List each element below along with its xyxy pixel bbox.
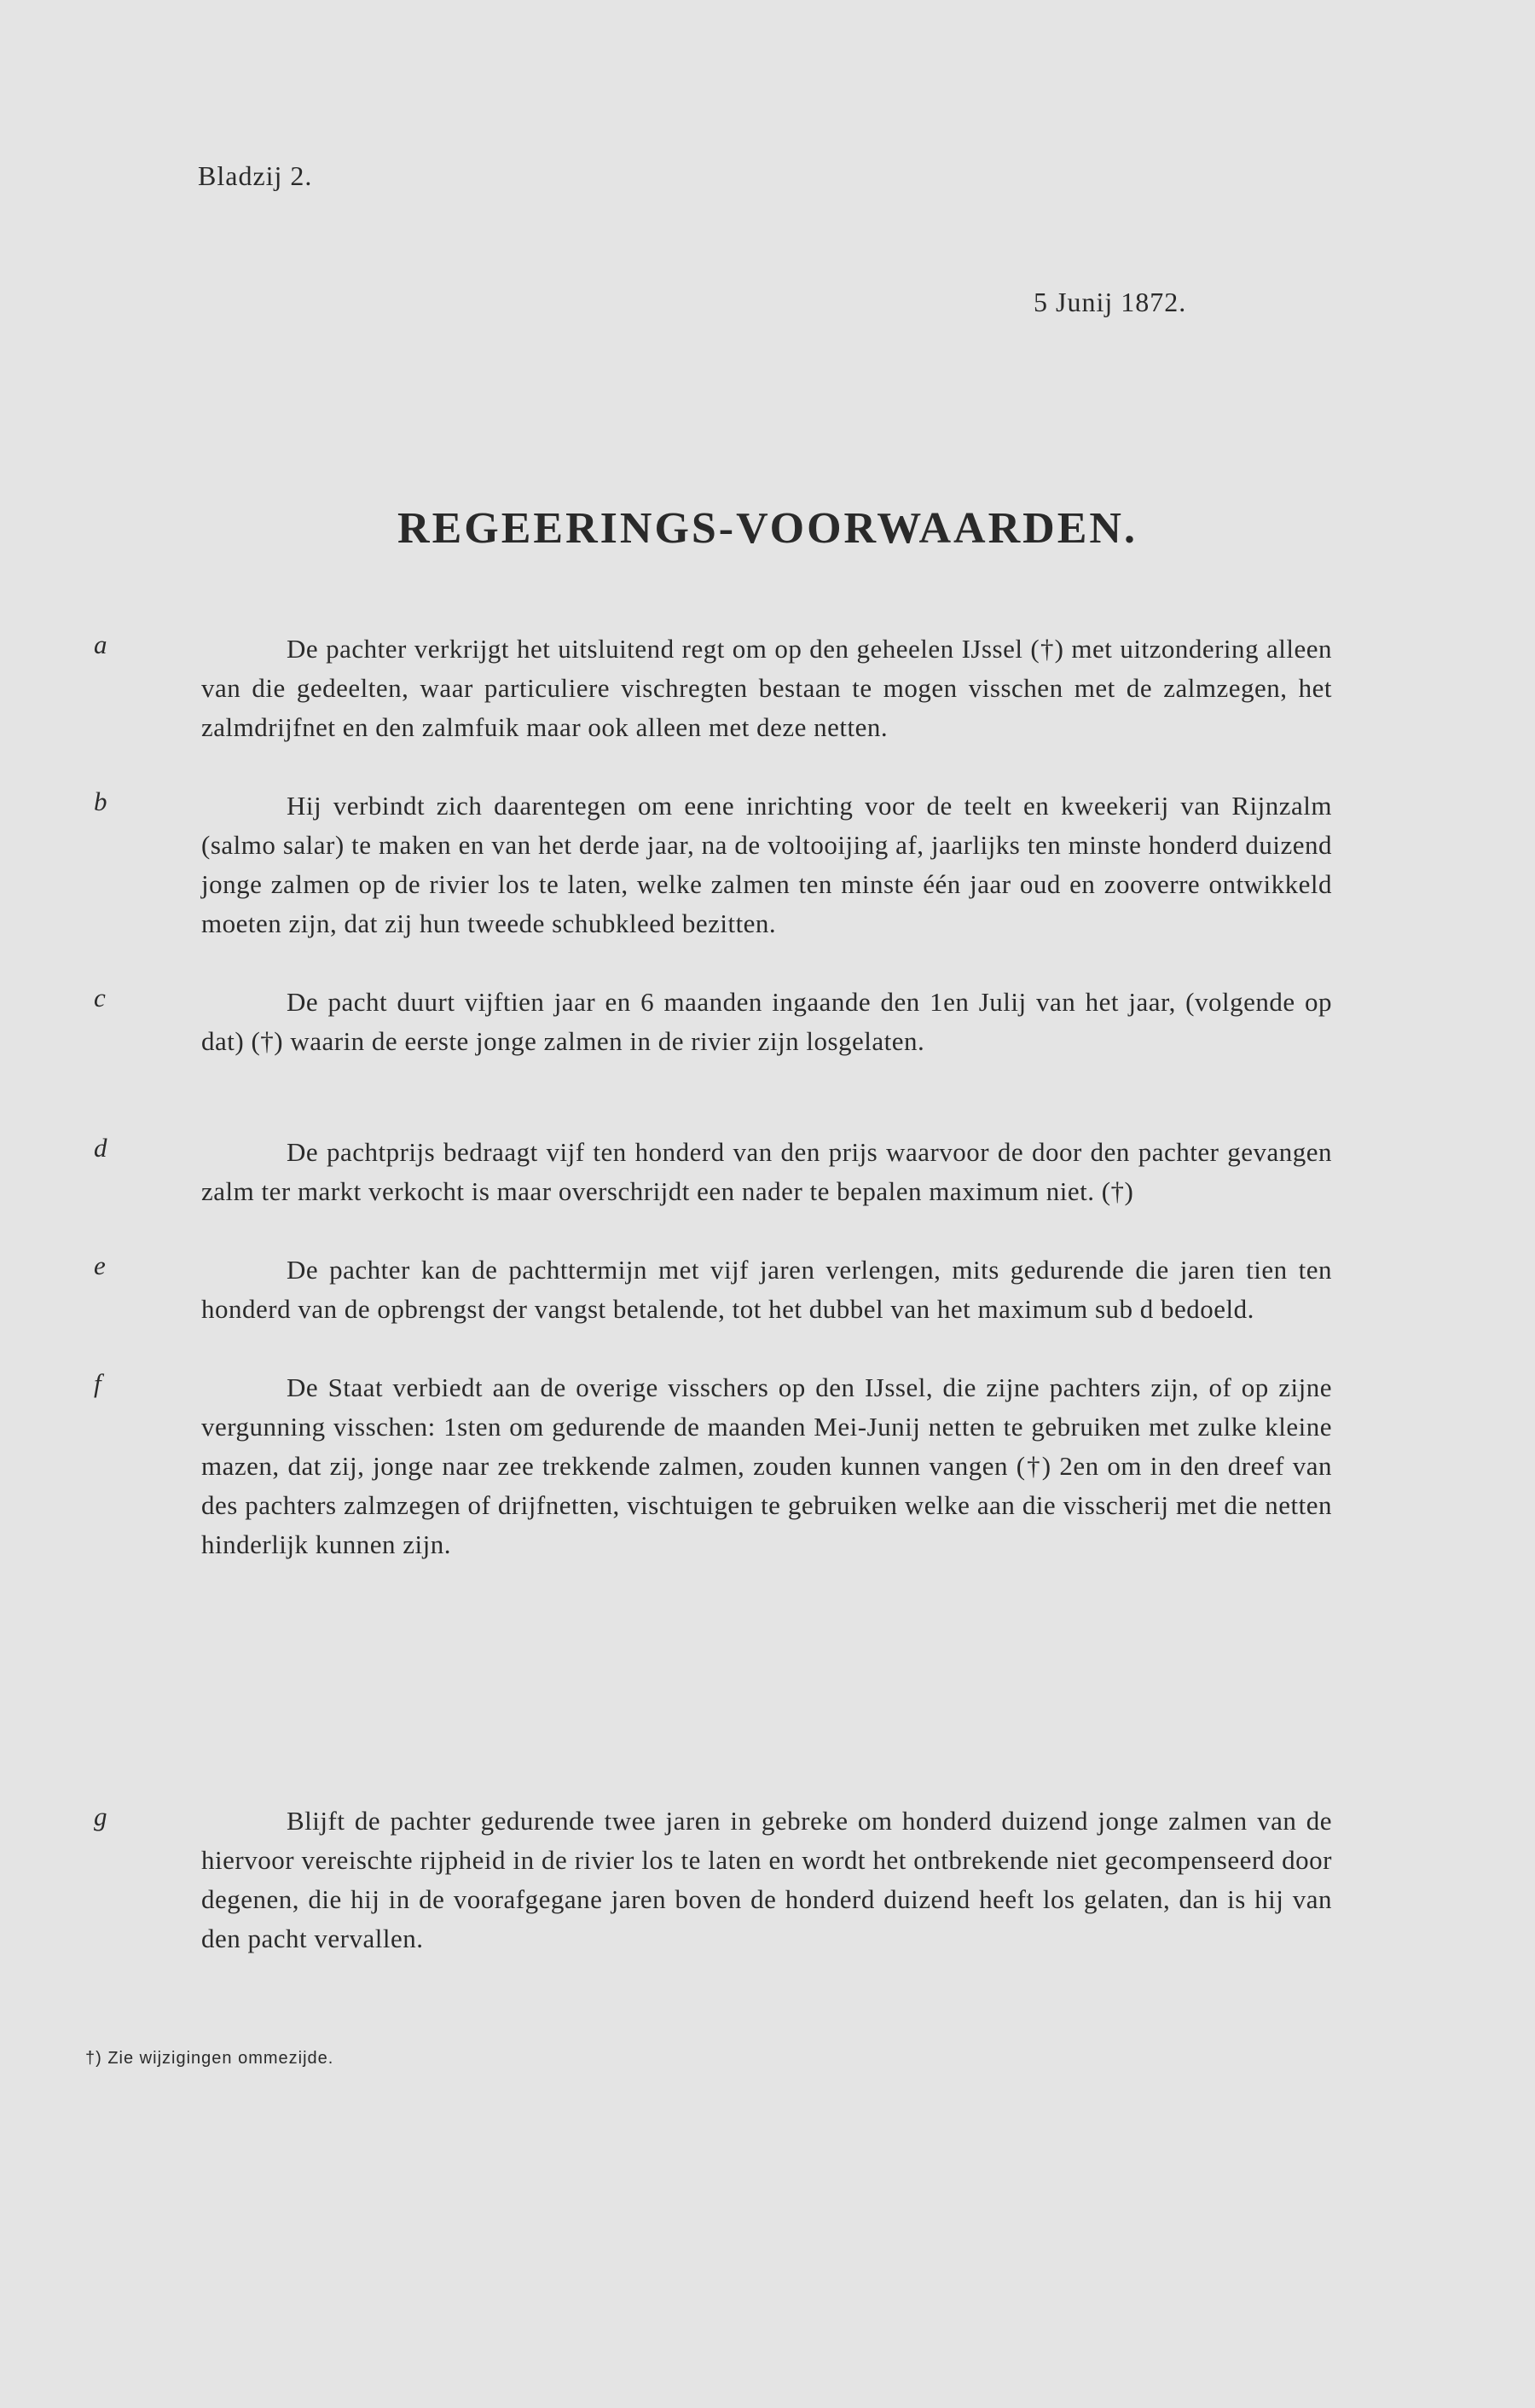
clause-marker: a bbox=[94, 630, 107, 659]
clause-text: Blijft de pachter gedurende twee jaren in gebreke om honderd duizend jonge zalmen van de hiervoor vereischte rijpheid in de rivier los te laten en wordt het ontbrekende niet gecompenseerd door degenen, die hij in de voorafgegane jaren boven de honderd duizend heeft los gelaten, dan is hij van den pacht vervallen. bbox=[201, 1806, 1332, 1953]
clause-marker: f bbox=[94, 1368, 101, 1398]
clause-text: De pacht duurt vijftien jaar en 6 maanden ingaande den 1en Julij van het jaar, (volgende op dat) (†) waarin de eerste jonge zalmen in de rivier zijn losgelaten. bbox=[201, 987, 1332, 1056]
clause-marker: d bbox=[94, 1133, 107, 1163]
clause-text: De pachter verkrijgt het uitsluitend regt om op den geheelen IJssel (†) met uitzondering alleen van die gedeelten, waar particuliere vischregten bestaan te mogen visschen met de zalmzegen, het zalmdrijfnet en den zalmfuik maar ook alleen met deze netten. bbox=[201, 634, 1332, 742]
clause-text: De pachter kan de pachttermijn met vijf jaren verlengen, mits gedurende die jaren tien ten honderd van de opbrengst der vangst betalende, tot het dubbel van het maximum sub d bedoeld. bbox=[201, 1255, 1332, 1324]
clause-text: Hij verbindt zich daarentegen om eene inrichting voor de teelt en kweekerij van Rijnzalm (salmo salar) te maken en van het derde jaar, na de voltooijing af, jaarlijks ten minste honderd duizend jonge zalmen op de rivier los te laten, welke zalmen ten minste één jaar oud en zooverre ontwikkeld moeten zijn, dat zij hun tweede schubkleed bezitten. bbox=[201, 791, 1332, 938]
document-date: 5 Junij 1872. bbox=[1034, 287, 1187, 317]
clause-text: De pachtprijs bedraagt vijf ten honderd van den prijs waarvoor de door den pachter gevangen zalm ter markt verkocht is maar overschrijdt een nader te bepalen maximum niet. (†) bbox=[201, 1137, 1332, 1206]
page-number: Bladzij 2. bbox=[198, 160, 313, 191]
clause-text: De Staat verbiedt aan de overige visschers op den IJssel, die zijne pachters zijn, of op zijne vergunning visschen: 1sten om gedurende de maanden Mei-Junij netten te gebruiken met zulke kleine mazen, dat zij, jonge naar zee trekkende zalmen, zouden kunnen vangen (†) 2en om in den dreef van des pachters zalmzegen of drijfnetten, vischtuigen te gebruiken welke aan die visscherij met die netten hinderlijk kunnen zijn. bbox=[201, 1372, 1332, 1559]
clause-marker: g bbox=[94, 1802, 107, 1831]
clause-marker: b bbox=[94, 786, 107, 816]
clause-marker: c bbox=[94, 983, 106, 1013]
clause-marker: e bbox=[94, 1250, 106, 1280]
document-title: REGEERINGS-VOORWAARDEN. bbox=[397, 504, 1138, 553]
footnote: †) Zie wijzigingen ommezijde. bbox=[85, 2049, 334, 2068]
